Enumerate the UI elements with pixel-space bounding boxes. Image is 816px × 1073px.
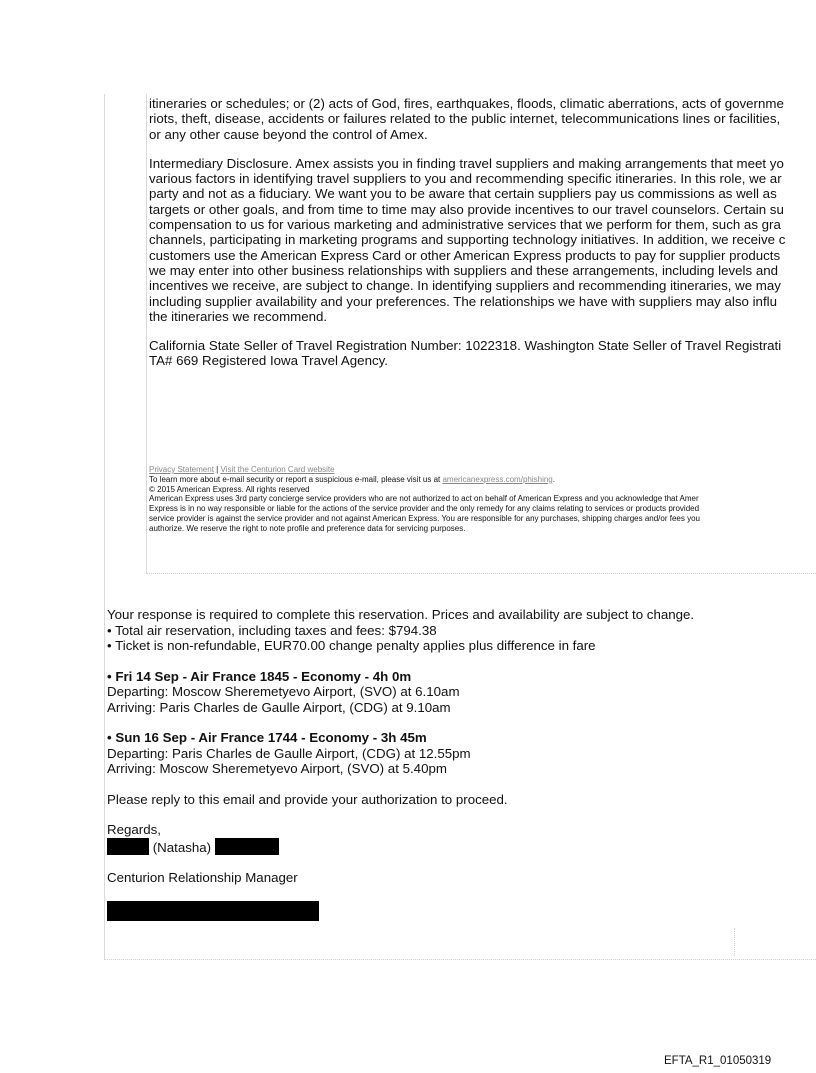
return-flight [107,730,816,777]
text-line: TA# 669 Registered Iowa Travel Agency. [149,353,388,369]
flight-arriving: Arriving: Paris Charles de Gaulle Airport, (CDG) at 9.10am [107,699,451,715]
refund-policy-bullet: • Ticket is non-refundable, EUR70.00 change penalty applies plus difference in fare [107,638,596,653]
text-line: customers use the American Express Card or other American Express products to pay for supplier products [149,247,781,263]
text-line: the itineraries we recommend. [149,308,328,324]
signature-name-line [107,838,816,856]
link-separator: | [216,465,219,474]
security-period: . [552,474,555,484]
text-line: Intermediary Disclosure. Amex assists you in finding travel suppliers and making arrangements that meet yo [149,155,784,171]
signature-block [107,822,816,855]
flight-departing: Departing: Moscow Sheremetyevo Airport, (SVO) at 6.10am [107,684,460,699]
intermediary-disclosure-paragraph [149,156,816,324]
flight-arriving: Arriving: Moscow Sheremetyevo Airport, (SVO) at 5.40pm [107,761,447,776]
registration-paragraph [149,338,816,369]
flight-departing: Departing: Paris Charles de Gaulle Airport, (CDG) at 12.55pm [107,745,471,761]
text-line: including supplier availability and your preferences. The relationships we have with suppliers may also influ [149,293,777,309]
text-line: targets or other goals, and from time to time may also provide incentives to our travel counselors. Certain su [149,201,784,217]
phishing-link[interactable]: americanexpress.com/phishing [442,474,553,484]
quoted-email-body [149,96,816,383]
disclaimer-line: authorize. We reserve the right to note profile and preference data for servicing purposes. [149,523,466,533]
text-line: party and not as a fiduciary. We want you to be aware that certain suppliers pay us commissions as well as [149,186,777,202]
job-title: Centurion Relationship Manager [107,870,298,885]
force-majeure-paragraph [149,96,816,142]
text-line: incentives we receive, are subject to change. In identifying suppliers and recommending itineraries, we may [149,278,781,294]
reservation-message [107,607,816,921]
disclaimer-line: service provider is against the service provider and not against American Express. You are responsible for any purchases, shipping charges and/or fees you [149,513,700,523]
text-line: California State Seller of Travel Registration Number: 1022318. Washington State Seller of Travel Registrati [149,338,782,354]
redaction-bar [107,838,149,855]
authorization-request: Please reply to this email and provide your authorization to proceed. [107,791,508,807]
text-line: riots, theft, disease, accidents or failures related to the public internet, telecommunications lines or facilities, [149,111,781,127]
text-line: itineraries or schedules; or (2) acts of God, fires, earthquakes, floods, climatic aberrations, acts of governme [149,96,784,111]
text-line: or any other cause beyond the control of Amex. [149,126,428,142]
regards-text: Regards, [107,822,161,837]
intro-block [107,607,816,654]
text-line: we may enter into other business relationships with suppliers and these arrangements, including levels and [149,262,778,278]
redaction-bar [215,838,279,855]
text-line: compensation to us for various marketing and administrative services that we perform for them, such as gra [149,217,781,233]
outbound-flight [107,669,816,716]
centurion-website-link[interactable]: Visit the Centurion Card website [220,465,335,474]
flight-header: • Fri 14 Sep - Air France 1845 - Economy - 4h 0m [107,668,412,684]
redaction-bar [107,901,319,921]
dotted-edge [734,928,735,956]
text-line: various factors in identifying travel suppliers to you and recommending specific itineraries. In this role, we ar [149,171,782,187]
disclaimer-line: Express is in no way responsible or liable for the actions of the service provider and the only remedy for any claims relating to services or products provided [149,504,700,514]
footer-links [149,465,816,475]
nickname: (Natasha) [152,839,212,855]
copyright-notice: © 2015 American Express. All rights reserved [149,484,310,494]
email-footer [149,465,816,534]
disclaimer-line: American Express uses 3rd party concierge service providers who are not authorized to act on behalf of American Express and you acknowledge that Amer [149,494,699,504]
security-text: To learn more about e-mail security or report a suspicious e-mail, please visit us at [149,474,441,484]
fare-total-bullet: • Total air reservation, including taxes and fees: $794.38 [107,622,437,638]
text-line: channels, participating in marketing programs and supporting technology initiatives. In addition, we receive c [149,232,786,248]
security-notice [149,475,816,485]
flight-header: • Sun 16 Sep - Air France 1744 - Economy - 3h 45m [107,730,427,745]
intro-text: Your response is required to complete this reservation. Prices and availability are subject to change. [107,607,695,622]
privacy-statement-link[interactable]: Privacy Statement [149,465,214,474]
document-id: EFTA_R1_01050319 [664,1055,772,1067]
